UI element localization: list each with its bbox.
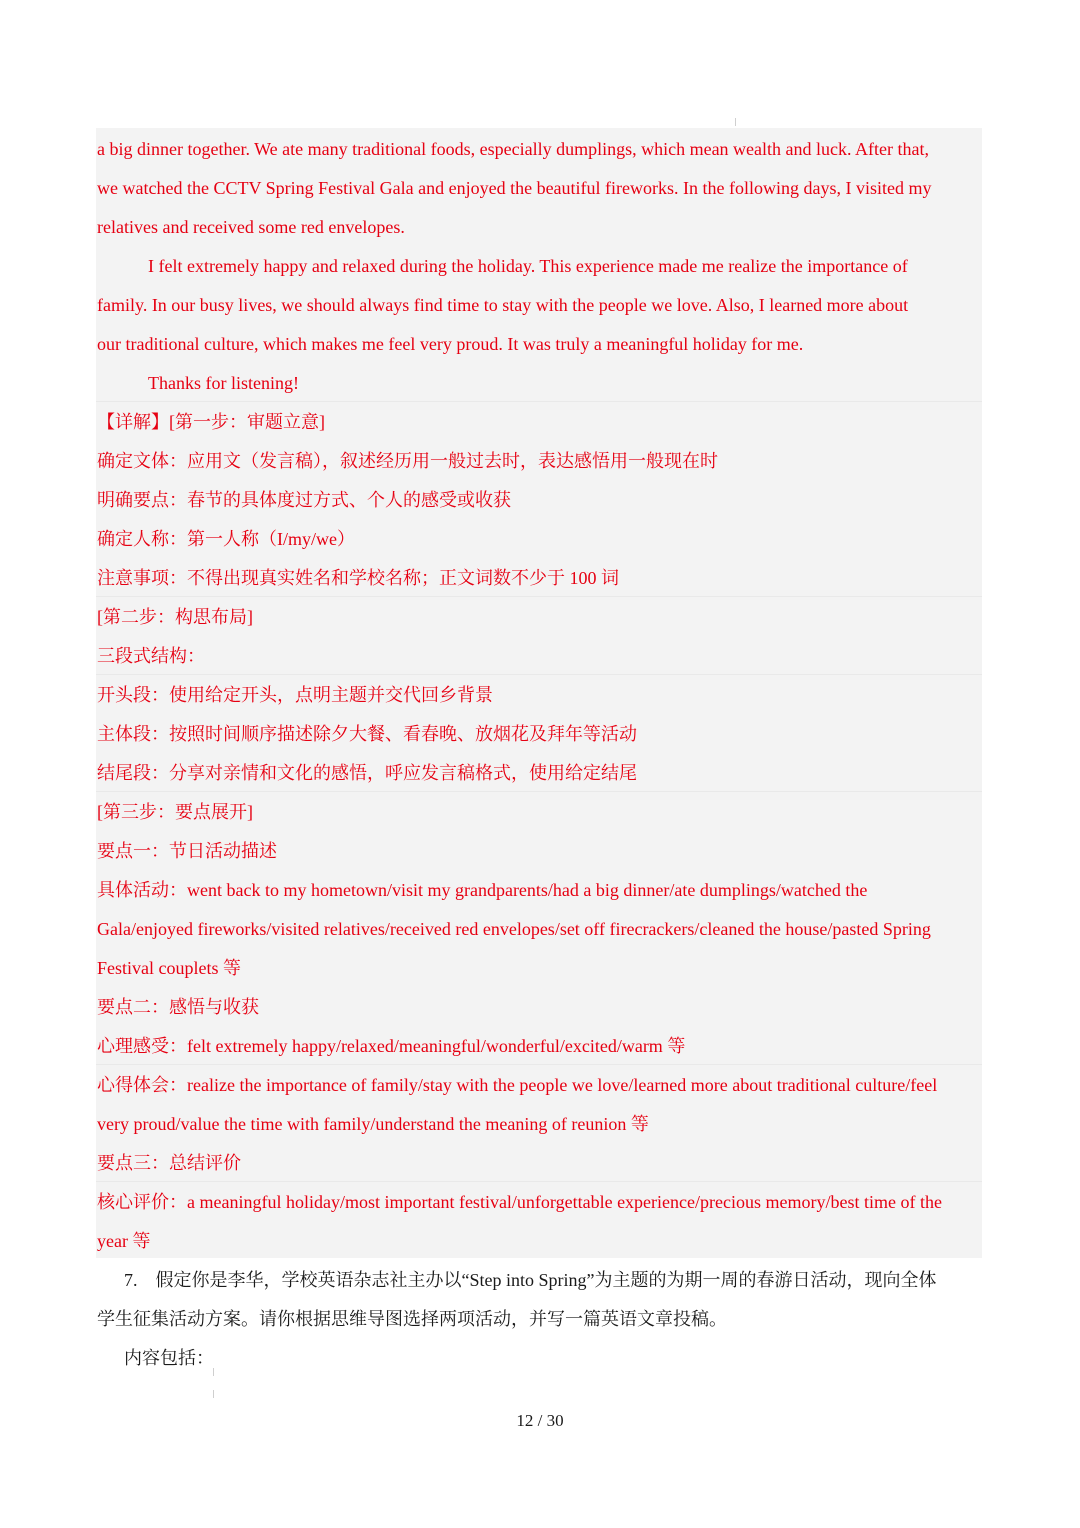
row-divider [96, 674, 982, 675]
analysis-line: year 等 [97, 1231, 151, 1251]
analysis-line: 开头段：使用给定开头，点明主题并交代回乡背景 [97, 685, 493, 705]
margin-mark [213, 1390, 214, 1398]
analysis-line: 要点三：总结评价 [97, 1153, 241, 1173]
analysis-line: 明确要点：春节的具体度过方式、个人的感受或收获 [97, 490, 511, 510]
answer-line: I felt extremely happy and relaxed during the holiday. This experience made me realize the importance of [148, 256, 908, 276]
row-divider [96, 596, 982, 597]
analysis-line: 结尾段：分享对亲情和文化的感悟，呼应发言稿格式，使用给定结尾 [97, 763, 637, 783]
analysis-line: 心得体会：realize the importance of family/stay with the people we love/learned more about traditional culture/feel [97, 1075, 938, 1095]
question-prompt: 学生征集活动方案。请你根据思维导图选择两项活动，并写一篇英语文章投稿。 [97, 1309, 727, 1329]
analysis-line: very proud/value the time with family/understand the meaning of reunion 等 [97, 1114, 649, 1134]
question-prompt: 7. 假定你是李华，学校英语杂志社主办以“Step into Spring”为主题的为期一周的春游日活动，现向全体 [124, 1270, 937, 1290]
row-divider [96, 1181, 982, 1182]
margin-mark [213, 1368, 214, 1376]
answer-line: relatives and received some red envelopes. [97, 217, 405, 237]
analysis-heading: 【详解】[第一步：审题立意] [97, 412, 325, 432]
row-divider [96, 1064, 982, 1065]
analysis-line: 心理感受：felt extremely happy/relaxed/meaningful/wonderful/excited/warm 等 [97, 1036, 686, 1056]
analysis-line: 核心评价：a meaningful holiday/most important festival/unforgettable experience/precious memory/best time of the [97, 1192, 942, 1212]
analysis-heading: [第三步：要点展开] [97, 802, 253, 822]
analysis-line: 注意事项：不得出现真实姓名和学校名称；正文词数不少于 100 词 [97, 568, 619, 588]
answer-closing: Thanks for listening! [148, 373, 299, 393]
page-number: 12 / 30 [516, 1411, 564, 1430]
analysis-line: 要点二：感悟与收获 [97, 997, 259, 1017]
answer-line: family. In our busy lives, we should always find time to stay with the people we love. Also, I learned more about [97, 295, 909, 315]
answer-line: a big dinner together. We ate many traditional foods, especially dumplings, which mean wealth and luck. After that, [97, 139, 929, 159]
answer-line: we watched the CCTV Spring Festival Gala and enjoyed the beautiful fireworks. In the following days, I visited my [97, 178, 932, 198]
row-divider [96, 401, 982, 402]
analysis-line: Festival couplets 等 [97, 958, 241, 978]
row-divider [96, 791, 982, 792]
analysis-line: 主体段：按照时间顺序描述除夕大餐、看春晚、放烟花及拜年等活动 [97, 724, 637, 744]
analysis-heading: [第二步：构思布局] [97, 607, 253, 627]
question-content-label: 内容包括： [124, 1348, 214, 1368]
answer-line: our traditional culture, which makes me feel very proud. It was truly a meaningful holiday for me. [97, 334, 804, 354]
analysis-line: 确定人称：第一人称（I/my/we） [97, 529, 355, 549]
analysis-line: 确定文体：应用文（发言稿），叙述经历用一般过去时，表达感悟用一般现在时 [97, 451, 718, 471]
analysis-line: Gala/enjoyed fireworks/visited relatives/received red envelopes/set off firecrackers/cleaned the house/pasted Spring [97, 919, 931, 939]
analysis-line: 要点一：节日活动描述 [97, 841, 277, 861]
margin-mark [735, 118, 736, 126]
analysis-line: 具体活动：went back to my hometown/visit my grandparents/had a big dinner/ate dumplings/watched the [97, 880, 868, 900]
analysis-line: 三段式结构： [97, 646, 205, 666]
